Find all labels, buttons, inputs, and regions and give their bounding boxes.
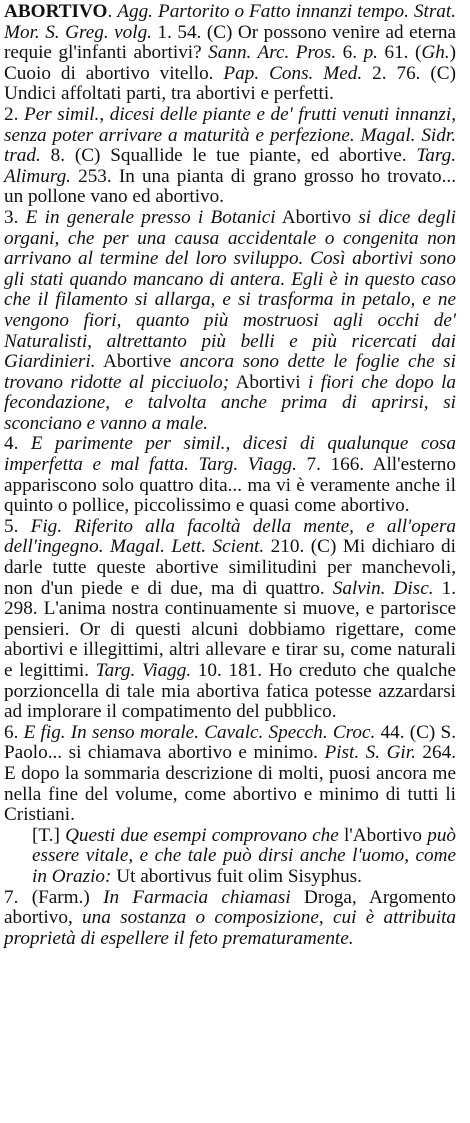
- italic-text: p.: [363, 42, 378, 64]
- italic-text: i fiori che dopo la fecondazione, e talvolta anche prima di aprirsi, si sconciano e vanno a male.: [4, 371, 457, 434]
- text-run: .: [107, 1, 118, 22]
- text-run: Ut abortivus fuit olim Sisyphus.: [111, 865, 362, 887]
- text-run: 3.: [4, 206, 26, 228]
- text-run: Abortivo: [275, 206, 359, 228]
- text-run: 44. (C) S. Paolo... si chiamava abortivo e minimo.: [4, 721, 456, 764]
- text-run: ,: [99, 103, 110, 125]
- text-run: 1. 298. L'anima nostra continuamente si muove, e partorisce pensieri. Or di questi alcuni dobbiamo rigettare, come abortivi e illegittimi, altri allevare e tirar su, come naturali e legittimi.: [4, 577, 456, 681]
- italic-text: dicesi delle piante e de' frutti venuti innanzi, senza poter arrivare a maturità e perfezione. Magal. Sidr. trad.: [4, 103, 457, 167]
- text-run: 6.: [336, 42, 364, 64]
- text-run: 264. E dopo la sommaria descrizione di molti, puosi ancora me nella fine del volume, come abortivo e minimo di tutti li Cristiani.: [4, 742, 456, 826]
- italic-text: Targ. Alimurg.: [4, 145, 456, 187]
- text-run: 10. 181. Ho creduto che qualche porzioncella di tale mia abortiva fatica potesse azzardarsi ad implorare il compatimento del pubblico.: [4, 660, 456, 723]
- italic-text: Pist. S. Gir.: [324, 742, 416, 764]
- dictionary-entry: [4, 2, 456, 949]
- text-run: Droga, Argomento abortivo,: [4, 886, 457, 929]
- italic-text: una sostanza o composizione, cui è attribuita proprietà di espellere il feto prematuramente.: [4, 907, 457, 949]
- text-run: 210. (C) Mi dichiaro di darle tutte queste abortive similitudini per manchevoli, non d'un piede e di due, ma di quattro.: [4, 536, 456, 599]
- text-run: [T.]: [32, 824, 66, 846]
- text-run: 5.: [4, 515, 31, 537]
- sense-4-imperfect: [4, 434, 456, 516]
- italic-text: E in generale presso i Botanici: [25, 206, 276, 228]
- text-run: 7. 166. All'esterno appariscono solo quattro dita... ma vi è veramente anche il quinto o pollice, piccolissimo e quasi come abortivo.: [4, 454, 456, 517]
- text-run: Abortive: [95, 351, 180, 373]
- headword: ABORTIVO: [4, 1, 108, 22]
- sense-6-moral: [4, 723, 456, 826]
- text-run: 2.: [4, 103, 24, 125]
- italic-text: Pap. Cons. Med.: [223, 62, 363, 84]
- italic-text: E parimente per simil., dicesi di qualunque cosa imperfetta e mal fatta. Targ. Viagg.: [4, 433, 456, 476]
- text-run: 2. 76. (C) Undici affoltati parti, tra abortivi e perfetti.: [4, 62, 456, 105]
- italic-text: si dice degli organi, che per una causa accidentale o congenita non arrivano al termine del loro sviluppo. Così abortivi sono gli stati quando mancano di antera. Egli è in questo caso che il filamento si allarga, e si trasforma in petalo, e ne vengono fiori, quanto più mostruosi agli occhi de' Naturalisti, altrettanto più belli e più ricercati dai Giardinieri.: [4, 206, 456, 373]
- italic-text: Agg. Partorito o Fatto innanzi tempo. Strat. Mor. S. Greg. volg.: [4, 1, 457, 43]
- text-run: 253. In una pianta di grano grosso ho trovato... un pollone vano ed abortivo.: [4, 165, 456, 208]
- sense-3-botany: [4, 208, 456, 435]
- text-run: ) Cuoio di abortivo vitello.: [4, 42, 456, 84]
- italic-text: ancora sono dette le foglie che si trovano ridotte al picciuolo;: [4, 351, 456, 393]
- text-run: 6.: [4, 721, 24, 743]
- text-run: l'Abortivo: [338, 824, 428, 846]
- text-run: 61. (: [377, 42, 422, 64]
- italic-text: Fig. Riferito alla facoltà della mente, e all'opera dell'ingegno. Magal. Lett. Scient.: [4, 515, 457, 558]
- sense-5-figurative: [4, 517, 456, 723]
- text-run: 4.: [4, 433, 31, 455]
- italic-text: Sann. Arc. Pros.: [208, 42, 337, 64]
- italic-text: In Farmacia chiamasi: [103, 886, 291, 908]
- text-run: Abortivi: [229, 371, 308, 393]
- italic-text: E fig. In senso morale. Cavalc. Specch. Croc.: [23, 721, 376, 743]
- text-run: 1. 54. (C) Or possono venire ad eterna requie gl'infanti abortivi?: [4, 21, 456, 64]
- text-run: 8. (C) Squallide le tue piante, ed abortive.: [40, 145, 417, 167]
- tommaseo-note: [4, 826, 456, 888]
- italic-text: può essere vitale, e che tale può dirsi anche l'uomo, come in Orazio:: [32, 824, 457, 887]
- italic-text: Questi due esempi comprovano che: [65, 824, 339, 846]
- entry-definition: [4, 2, 456, 105]
- sense-2-plants: [4, 105, 456, 208]
- italic-text: Salvin. Disc.: [332, 577, 434, 599]
- italic-text: Targ. Viagg.: [95, 660, 192, 681]
- text-run: 7. (Farm.): [4, 886, 104, 908]
- sense-7-pharmacy: [4, 888, 456, 950]
- italic-text: Gh.: [421, 42, 450, 64]
- italic-text: Per simil.: [23, 103, 100, 125]
